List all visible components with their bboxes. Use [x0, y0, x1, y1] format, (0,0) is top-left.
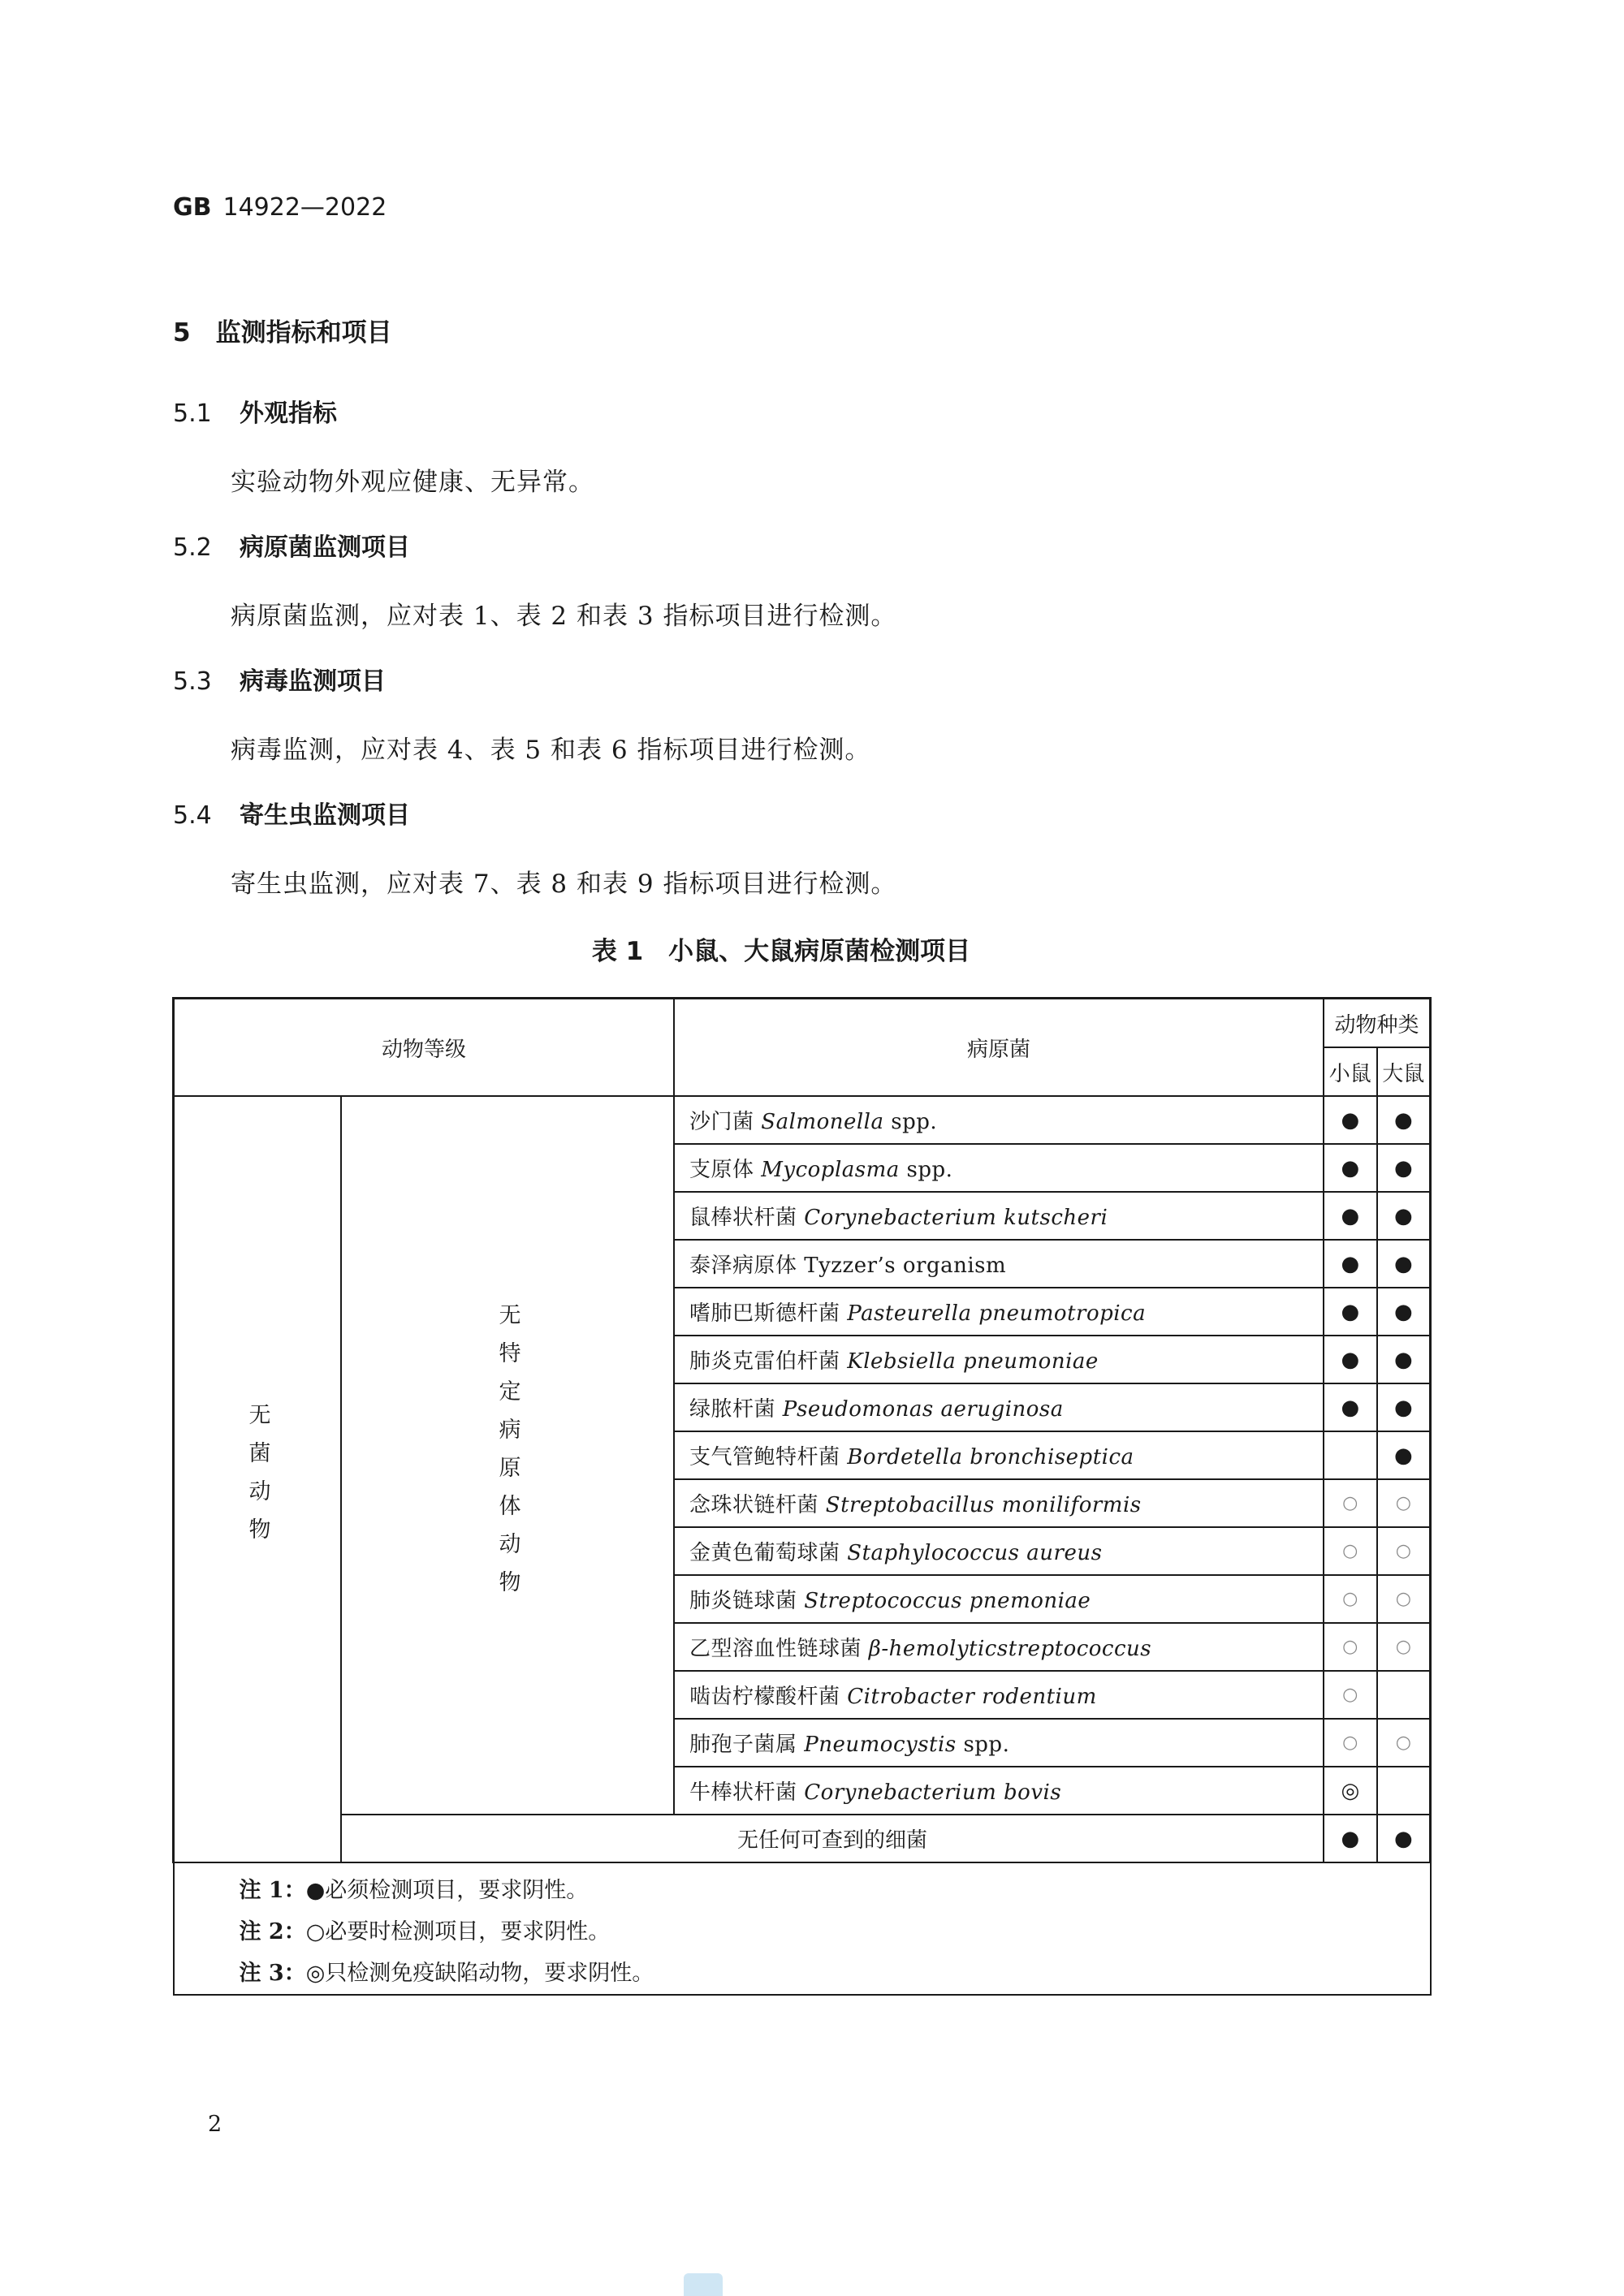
rat-mark-cell: ● — [1377, 1096, 1431, 1144]
watermark-tab — [684, 2273, 723, 2296]
table-notes — [174, 1862, 1431, 1995]
pathogen-name-cell — [674, 1144, 1324, 1192]
mouse-mark-cell: ○ — [1324, 1719, 1377, 1767]
subsection-heading — [173, 795, 410, 831]
standard-number: 14922—2022 — [222, 193, 387, 222]
pathogen-latin-name: Corynebacterium bovis — [804, 1780, 1062, 1805]
pathogen-name-cell — [674, 1288, 1324, 1336]
subsection-title: 病毒监测项目 — [240, 667, 386, 696]
pathogen-latin-name: Mycoplasma — [761, 1158, 900, 1182]
pathogen-name-suffix: spp. — [891, 1110, 938, 1134]
pathogen-latin-name: Staphylococcus aureus — [847, 1541, 1103, 1565]
pathogen-name-cell — [674, 1240, 1324, 1288]
table-note — [175, 1953, 1430, 1994]
standard-prefix: GB — [173, 193, 212, 222]
pathogen-chinese-name: 乙型溶血性链球菌 — [689, 1637, 862, 1661]
pathogen-chinese-name: 啮齿柠檬酸杆菌 — [689, 1685, 840, 1709]
note-text: ●必须检测项目，要求阴性。 — [305, 1878, 589, 1903]
subsection-heading — [173, 661, 386, 697]
summary-label: 无任何可查到的细菌 — [341, 1815, 1324, 1862]
mouse-mark-cell: ○ — [1324, 1671, 1377, 1719]
pathogen-chinese-name: 念珠状链杆菌 — [689, 1493, 819, 1517]
pathogen-chinese-name: 嗜肺巴斯德杆菌 — [689, 1301, 840, 1326]
pathogen-name-cell — [674, 1719, 1324, 1767]
pathogen-name-suffix: spp. — [906, 1158, 953, 1182]
pathogen-rows — [174, 1096, 1431, 1862]
rat-header: 大鼠 — [1377, 1047, 1431, 1096]
subsection-body: 病毒监测，应对表 4、表 5 和表 6 指标项目进行检测。 — [231, 736, 871, 765]
rat-mark-cell: ● — [1377, 1383, 1431, 1431]
pathogen-latin-name: Klebsiella pneumoniae — [847, 1349, 1099, 1374]
pathogen-name-cell — [674, 1575, 1324, 1623]
mouse-mark-cell: ● — [1324, 1240, 1377, 1288]
mouse-mark-cell — [1324, 1431, 1377, 1479]
pathogen-latin-name: Bordetella bronchiseptica — [847, 1445, 1134, 1470]
grade-germ-free-cell: 无菌动物 — [174, 1096, 342, 1862]
summary-mouse-mark: ● — [1324, 1815, 1377, 1862]
pathogen-chinese-name: 沙门菌 — [689, 1110, 754, 1134]
rat-mark-cell: ● — [1377, 1336, 1431, 1383]
pathogen-latin-name: Pasteurella pneumotropica — [847, 1301, 1147, 1326]
pathogen-latin-name: Corynebacterium kutscheri — [804, 1206, 1108, 1230]
table-caption: 表 1 小鼠、大鼠病原菌检测项目 — [591, 937, 971, 966]
subsection-heading — [173, 393, 337, 429]
pathogen-name-cell — [674, 1096, 1324, 1144]
subsection-number: 5.3 — [173, 667, 212, 696]
pathogen-chinese-name: 肺孢子菌属 — [689, 1733, 797, 1757]
mouse-mark-cell: ● — [1324, 1288, 1377, 1336]
pathogen-chinese-name: 鼠棒状杆菌 — [689, 1206, 797, 1230]
rat-mark-cell: ○ — [1377, 1575, 1431, 1623]
pathogen-name-cell — [674, 1479, 1324, 1527]
rat-mark-cell: ○ — [1377, 1527, 1431, 1575]
subsection-number: 5.4 — [173, 801, 212, 830]
rat-mark-cell — [1377, 1767, 1431, 1815]
note-label: 注 3： — [239, 1961, 306, 1986]
pathogen-chinese-name: 肺炎链球菌 — [689, 1589, 797, 1613]
summary-row — [174, 1815, 1431, 1862]
table-note — [175, 1911, 1430, 1953]
pathogen-name-cell — [674, 1527, 1324, 1575]
pathogen-chinese-name: 金黄色葡萄球菌 — [689, 1541, 840, 1565]
mouse-mark-cell: ○ — [1324, 1527, 1377, 1575]
mouse-mark-cell: ● — [1324, 1383, 1377, 1431]
mouse-mark-cell: ● — [1324, 1192, 1377, 1240]
note-text: ○必要时检测项目，要求阴性。 — [305, 1919, 611, 1944]
pathogen-latin-name: Pseudomonas aeruginosa — [782, 1397, 1064, 1422]
pathogen-latin-name: Streptococcus pnemoniae — [804, 1589, 1091, 1613]
pathogen-name-suffix: spp. — [963, 1733, 1010, 1757]
rat-mark-cell: ● — [1377, 1431, 1431, 1479]
rat-mark-cell — [1377, 1671, 1431, 1719]
rat-mark-cell: ● — [1377, 1192, 1431, 1240]
subsection-number: 5.1 — [173, 399, 212, 428]
pathogen-name-cell — [674, 1431, 1324, 1479]
note-label: 注 2： — [239, 1919, 306, 1944]
pathogen-latin-name: Salmonella — [761, 1110, 884, 1134]
table-note — [175, 1870, 1430, 1911]
mouse-mark-cell: ● — [1324, 1144, 1377, 1192]
grade-spf-cell: 无特定病原体动物 — [341, 1096, 674, 1815]
note-text: ◎只检测免疫缺陷动物，要求阴性。 — [305, 1961, 654, 1986]
pathogen-latin-name: Pneumocystis — [804, 1733, 957, 1757]
rat-mark-cell: ● — [1377, 1144, 1431, 1192]
species-header: 动物种类 — [1324, 999, 1431, 1048]
table-row — [174, 1096, 1431, 1144]
section-title: 5 监测指标和项目 — [173, 318, 392, 347]
rat-mark-cell: ○ — [1377, 1719, 1431, 1767]
pathogen-chinese-name: 牛棒状杆菌 — [689, 1780, 797, 1805]
pathogen-name-cell — [674, 1383, 1324, 1431]
subsection-body: 病原菌监测，应对表 1、表 2 和表 3 指标项目进行检测。 — [231, 602, 897, 631]
pathogen-chinese-name: 肺炎克雷伯杆菌 — [689, 1349, 840, 1374]
rat-mark-cell: ● — [1377, 1288, 1431, 1336]
pathogen-chinese-name: 支气管鲍特杆菌 — [689, 1445, 840, 1470]
subsection-title: 外观指标 — [240, 399, 337, 428]
subsection-heading — [173, 527, 410, 563]
pathogen-name-cell — [674, 1623, 1324, 1671]
mouse-mark-cell: ○ — [1324, 1575, 1377, 1623]
subsection-title: 病原菌监测项目 — [240, 533, 410, 562]
mouse-mark-cell: ○ — [1324, 1479, 1377, 1527]
pathogen-latin-name: Citrobacter rodentium — [847, 1685, 1097, 1709]
mouse-mark-cell: ● — [1324, 1096, 1377, 1144]
pathogen-header: 病原菌 — [674, 999, 1324, 1097]
pathogen-chinese-name: 支原体 — [689, 1158, 754, 1182]
mouse-mark-cell: ● — [1324, 1336, 1377, 1383]
rat-mark-cell: ● — [1377, 1240, 1431, 1288]
mouse-mark-cell: ○ — [1324, 1623, 1377, 1671]
pathogen-name-cell — [674, 1767, 1324, 1815]
note-label: 注 1： — [239, 1878, 306, 1903]
subsection-body: 寄生虫监测，应对表 7、表 8 和表 9 指标项目进行检测。 — [231, 870, 897, 899]
rat-mark-cell: ○ — [1377, 1623, 1431, 1671]
pathogen-name-cell — [674, 1192, 1324, 1240]
rat-mark-cell: ○ — [1377, 1479, 1431, 1527]
mouse-mark-cell: ◎ — [1324, 1767, 1377, 1815]
subsection-number: 5.2 — [173, 533, 212, 562]
pathogen-name-cell — [674, 1336, 1324, 1383]
pathogen-table — [172, 997, 1432, 1996]
pathogen-chinese-name: 绿脓杆菌 — [689, 1397, 776, 1422]
page-number: 2 — [208, 2112, 222, 2137]
summary-rat-mark: ● — [1377, 1815, 1431, 1862]
pathogen-latin-name: Streptobacillus moniliformis — [825, 1493, 1142, 1517]
subsection-body: 实验动物外观应健康、无异常。 — [231, 468, 594, 497]
grade-header: 动物等级 — [174, 999, 675, 1097]
pathogen-name-suffix: Tyzzer’s organism — [804, 1254, 1007, 1278]
mouse-header: 小鼠 — [1324, 1047, 1377, 1096]
subsection-title: 寄生虫监测项目 — [240, 801, 410, 830]
pathogen-name-cell — [674, 1671, 1324, 1719]
standard-header — [173, 193, 387, 222]
pathogen-latin-name: β-hemolyticstreptococcus — [868, 1637, 1152, 1661]
pathogen-chinese-name: 泰泽病原体 — [689, 1254, 797, 1278]
